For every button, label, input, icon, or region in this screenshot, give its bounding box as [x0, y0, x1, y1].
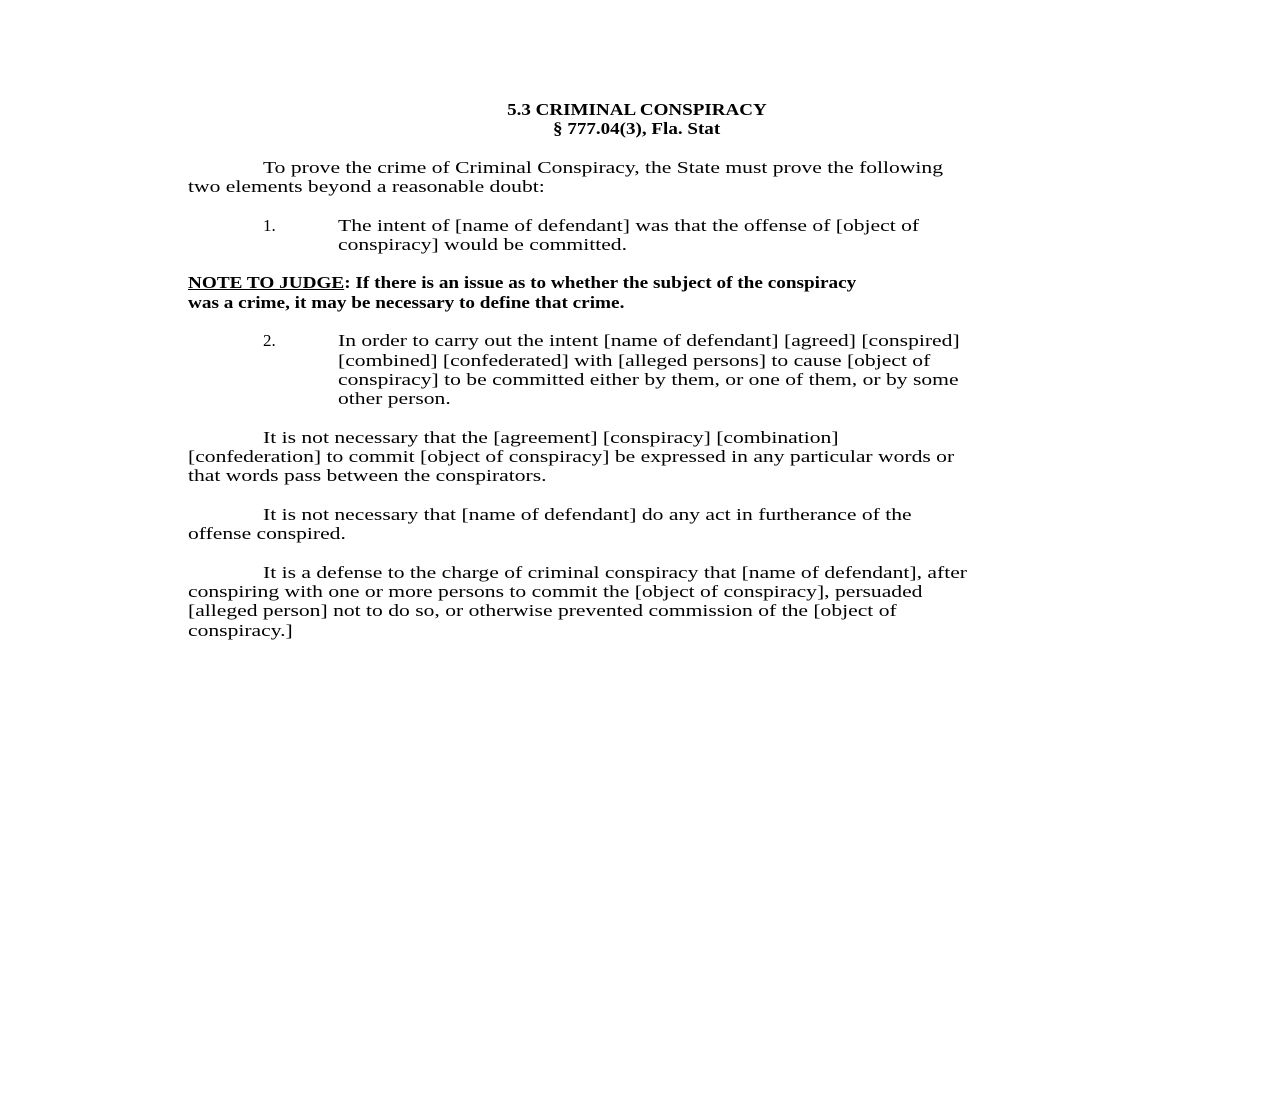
statute-citation: § 777.04(3), Fla. Stat: [553, 119, 721, 139]
element-number: 1.: [263, 215, 276, 235]
text-line: It is not necessary that the [agreement] [conspiracy] [combination]: [263, 427, 839, 447]
text-line: other person.: [338, 389, 451, 409]
paragraph-defense: [188, 563, 1088, 641]
text-line: conspiracy] would be committed.: [338, 234, 628, 254]
note-to-judge: [188, 273, 1088, 312]
text-line: two elements beyond a reasonable doubt:: [188, 177, 545, 197]
text-line: In order to carry out the intent [name of defendant] [agreed] [conspired]: [338, 331, 960, 351]
element-number: 2.: [263, 331, 276, 351]
document-page: [188, 100, 1088, 659]
intro-paragraph: [188, 158, 1088, 197]
text-line: It is not necessary that [name of defendant] do any act in furtherance of the: [263, 504, 912, 524]
element-1: [188, 216, 1088, 255]
text-line: conspiracy.]: [188, 620, 293, 640]
paragraph-agreement: [188, 428, 1088, 486]
text-line: [confederation] to commit [object of conspiracy] be expressed in any particular words or: [188, 447, 955, 467]
note-label: NOTE TO JUDGE: [188, 273, 345, 293]
text-line: It is a defense to the charge of criminal conspiracy that [name of defendant], after: [263, 562, 967, 582]
element-2: [188, 331, 1088, 409]
text-line: offense conspired.: [188, 524, 346, 544]
text-line: conspiracy] to be committed either by them, or one of them, or by some: [338, 369, 959, 389]
text-line: conspiring with one or more persons to commit the [object of conspiracy], persuaded: [188, 582, 923, 602]
text-line: that words pass between the conspirators.: [188, 466, 547, 486]
text-line: [combined] [confederated] with [alleged persons] to cause [object of: [338, 350, 931, 370]
paragraph-no-act: [188, 505, 1088, 544]
document-title: [188, 100, 1086, 139]
note-text: was a crime, it may be necessary to define that crime.: [188, 292, 625, 312]
text-line: To prove the crime of Criminal Conspiracy, the State must prove the following: [263, 157, 944, 177]
text-line: The intent of [name of defendant] was that the offense of [object of: [338, 215, 920, 235]
title-heading: 5.3 CRIMINAL CONSPIRACY: [507, 100, 767, 119]
note-text: : If there is an issue as to whether the subject of the conspiracy: [344, 273, 857, 293]
text-line: [alleged person] not to do so, or otherwise prevented commission of the [object of: [188, 601, 897, 621]
